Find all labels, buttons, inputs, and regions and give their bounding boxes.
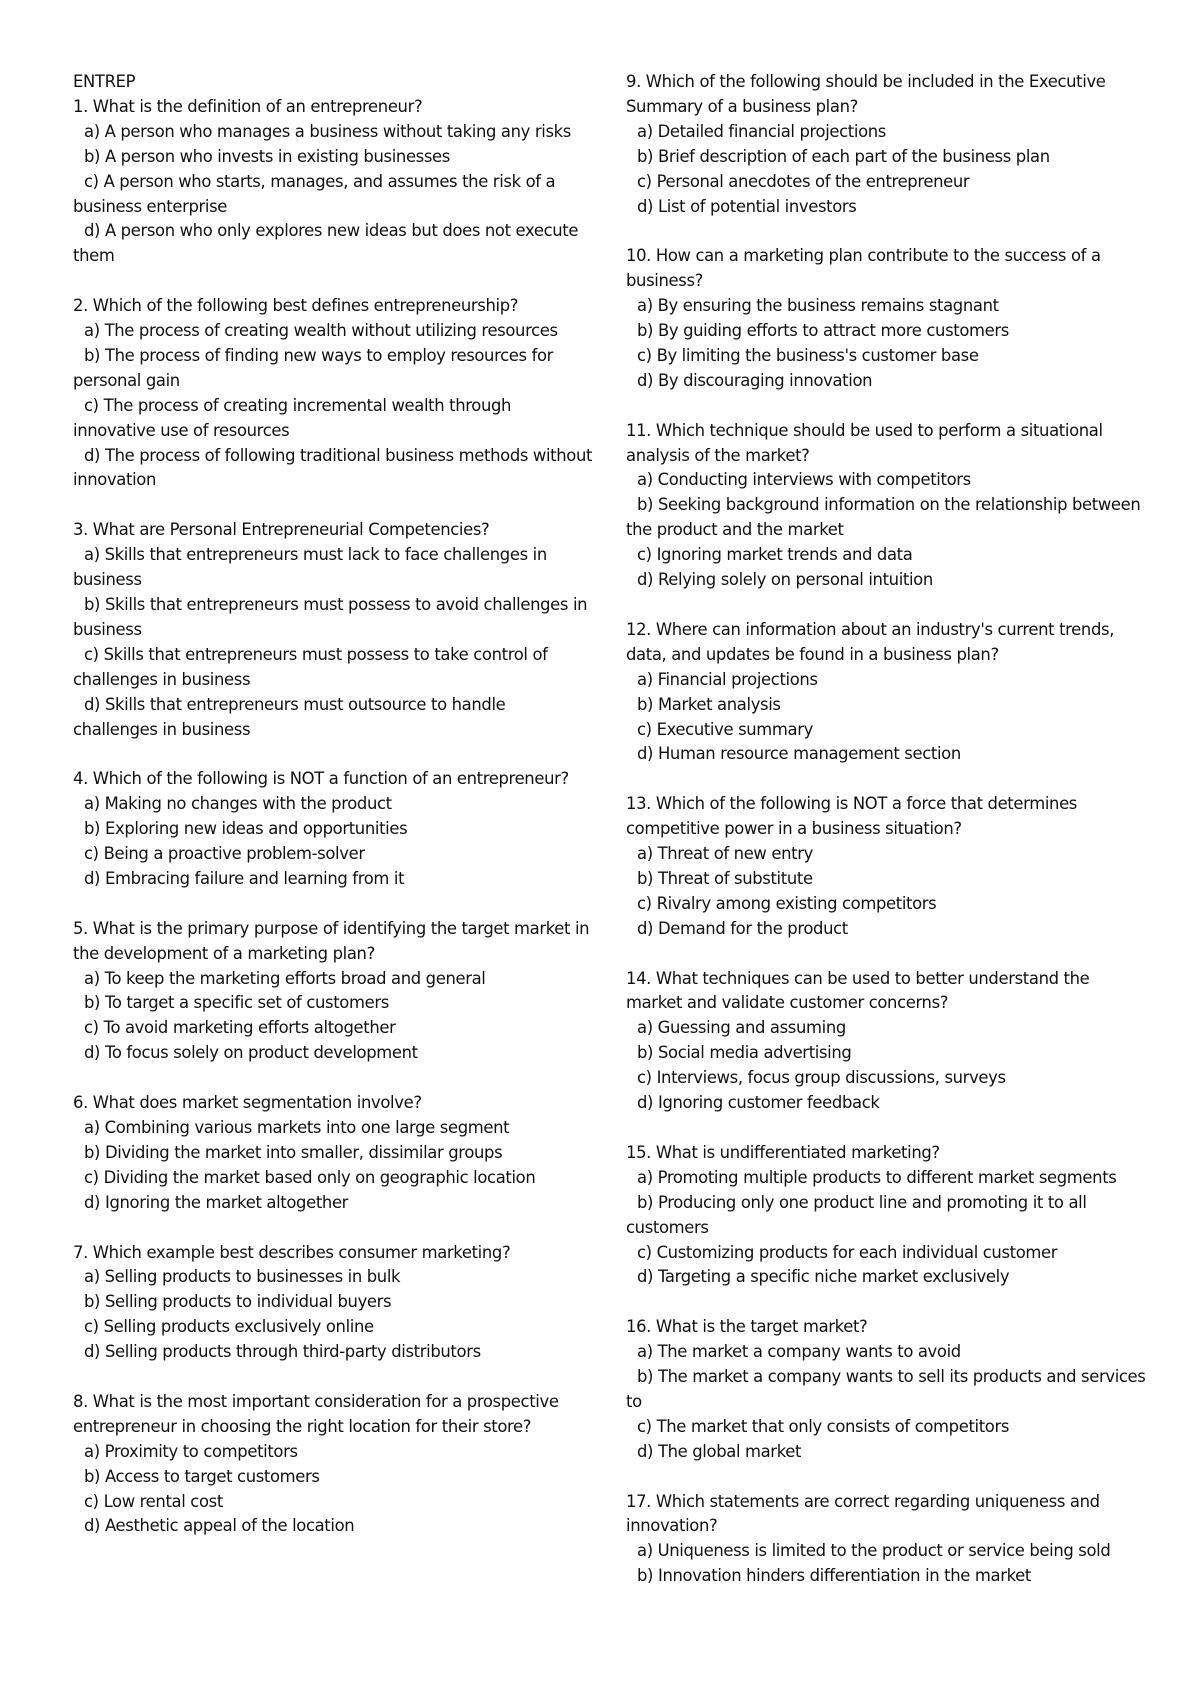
- right-question-list: [626, 70, 1146, 1589]
- answer-option: d) Skills that entrepreneurs must outsource to handle challenges in business: [73, 694, 506, 739]
- question-block: [73, 294, 593, 493]
- question-text: 16. What is the target market?: [626, 1317, 868, 1337]
- answer-option: a) Promoting multiple products to different market segments: [637, 1167, 1117, 1187]
- question-text: 7. Which example best describes consumer marketing?: [73, 1242, 511, 1262]
- answer-option: c) Low rental cost: [84, 1491, 223, 1511]
- answer-option: a) A person who manages a business without taking any risks: [84, 121, 571, 141]
- question-block: [73, 1091, 593, 1216]
- answer-option: b) Threat of substitute: [637, 868, 813, 888]
- question-text: 10. How can a marketing plan contribute to the success of a business?: [626, 246, 1101, 291]
- answer-option: a) Guessing and assuming: [637, 1018, 846, 1038]
- answer-option: d) Ignoring the market altogether: [84, 1192, 349, 1212]
- question-block: [626, 419, 1146, 593]
- question-block: [73, 917, 593, 1066]
- question-block: [73, 767, 593, 892]
- answer-option: d) Aesthetic appeal of the location: [84, 1516, 355, 1536]
- answer-option: c) Dividing the market based only on geographic location: [84, 1167, 536, 1187]
- question-text: 13. Which of the following is NOT a force that determines competitive power in a business situation?: [626, 794, 1078, 839]
- question-block: [626, 1315, 1146, 1464]
- answer-option: c) Skills that entrepreneurs must possess to take control of challenges in business: [73, 644, 548, 689]
- document-title: ENTREP: [73, 72, 136, 91]
- answer-option: b) The process of finding new ways to employ resources for personal gain: [73, 345, 554, 390]
- answer-option: b) Selling products to individual buyers: [84, 1292, 392, 1312]
- question-text: 15. What is undifferentiated marketing?: [626, 1142, 940, 1162]
- answer-option: a) Proximity to competitors: [84, 1441, 298, 1461]
- answer-option: b) Dividing the market into smaller, dissimilar groups: [84, 1142, 503, 1162]
- answer-option: a) Skills that entrepreneurs must lack to face challenges in business: [73, 545, 547, 590]
- answer-option: a) Financial projections: [637, 669, 818, 689]
- answer-option: c) Executive summary: [637, 719, 813, 739]
- answer-option: a) Detailed financial projections: [637, 121, 886, 141]
- answer-option: b) Producing only one product line and promoting it to all customers: [626, 1192, 1087, 1237]
- answer-option: d) List of potential investors: [637, 196, 857, 216]
- answer-option: c) By limiting the business's customer base: [637, 345, 979, 365]
- answer-option: c) The market that only consists of competitors: [637, 1416, 1010, 1436]
- answer-option: b) Market analysis: [637, 694, 781, 714]
- answer-option: c) Ignoring market trends and data: [637, 545, 913, 565]
- answer-option: c) Customizing products for each individual customer: [637, 1242, 1058, 1262]
- question-text: 8. What is the most important consideration for a prospective entrepreneur in choosing the right location for their store?: [73, 1391, 559, 1436]
- answer-option: d) Human resource management section: [637, 744, 961, 764]
- answer-option: c) The process of creating incremental wealth through innovative use of resources: [73, 395, 512, 440]
- question-text: 9. Which of the following should be included in the Executive Summary of a business plan?: [626, 72, 1106, 116]
- question-block: [73, 518, 593, 742]
- question-text: 14. What techniques can be used to better understand the market and validate customer concerns?: [626, 968, 1090, 1013]
- answer-option: c) Rivalry among existing competitors: [637, 893, 937, 913]
- answer-option: b) A person who invests in existing businesses: [84, 146, 450, 166]
- answer-option: c) Selling products exclusively online: [84, 1317, 374, 1337]
- question-text: 3. What are Personal Entrepreneurial Competencies?: [73, 520, 490, 540]
- answer-option: d) By discouraging innovation: [637, 370, 873, 390]
- answer-option: a) Uniqueness is limited to the product or service being sold: [637, 1541, 1111, 1561]
- answer-option: a) The market a company wants to avoid: [637, 1342, 961, 1362]
- left-column: [73, 70, 593, 1564]
- answer-option: b) The market a company wants to sell its products and services to: [626, 1367, 1146, 1411]
- answer-option: a) The process of creating wealth without utilizing resources: [84, 321, 558, 341]
- question-text: 2. Which of the following best defines entrepreneurship?: [73, 296, 519, 316]
- left-question-list: [73, 95, 593, 1539]
- answer-option: d) Embracing failure and learning from it: [84, 868, 405, 888]
- answer-option: a) Selling products to businesses in bulk: [84, 1267, 401, 1287]
- question-block: [626, 967, 1146, 1116]
- question-block: [626, 1141, 1146, 1290]
- answer-option: b) Seeking background information on the relationship between the product and the market: [626, 495, 1141, 540]
- answer-option: b) Brief description of each part of the business plan: [637, 146, 1050, 166]
- answer-option: c) A person who starts, manages, and assumes the risk of a business enterprise: [73, 171, 556, 216]
- answer-option: c) Interviews, focus group discussions, surveys: [637, 1068, 1006, 1088]
- answer-option: d) The global market: [637, 1441, 802, 1461]
- answer-option: b) By guiding efforts to attract more customers: [637, 321, 1009, 341]
- question-block: [626, 792, 1146, 941]
- answer-option: b) Innovation hinders differentiation in the market: [637, 1566, 1031, 1586]
- answer-option: d) Selling products through third-party distributors: [84, 1342, 481, 1362]
- answer-option: c) To avoid marketing efforts altogether: [84, 1018, 396, 1038]
- question-text: 1. What is the definition of an entrepreneur?: [73, 96, 423, 116]
- answer-option: b) Skills that entrepreneurs must possess to avoid challenges in business: [73, 595, 588, 639]
- question-text: 5. What is the primary purpose of identifying the target market in the development of a marketing plan?: [73, 918, 590, 963]
- question-text: 6. What does market segmentation involve?: [73, 1093, 422, 1113]
- answer-option: b) Exploring new ideas and opportunities: [84, 819, 408, 839]
- answer-option: b) Social media advertising: [637, 1043, 852, 1063]
- question-block: [626, 70, 1146, 219]
- right-column: [626, 70, 1146, 1614]
- answer-option: d) Ignoring customer feedback: [637, 1093, 880, 1113]
- answer-option: a) Making no changes with the product: [84, 794, 392, 814]
- answer-option: d) Targeting a specific niche market exclusively: [637, 1267, 1010, 1287]
- answer-option: b) Access to target customers: [84, 1466, 320, 1486]
- question-text: 4. Which of the following is NOT a function of an entrepreneur?: [73, 769, 569, 789]
- answer-option: a) Combining various markets into one large segment: [84, 1117, 510, 1137]
- answer-option: c) Being a proactive problem-solver: [84, 844, 365, 864]
- question-block: [73, 95, 593, 269]
- answer-option: a) Threat of new entry: [637, 844, 813, 864]
- answer-option: a) Conducting interviews with competitors: [637, 470, 971, 490]
- question-block: [73, 1241, 593, 1366]
- answer-option: d) A person who only explores new ideas but does not execute them: [73, 221, 579, 266]
- answer-option: b) To target a specific set of customers: [84, 993, 389, 1013]
- question-text: 12. Where can information about an industry's current trends, data, and updates be found in a business plan?: [626, 619, 1115, 664]
- question-block: [626, 1490, 1146, 1590]
- answer-option: d) The process of following traditional business methods without innovation: [73, 445, 593, 490]
- question-text: 17. Which statements are correct regarding uniqueness and innovation?: [626, 1491, 1100, 1536]
- answer-option: d) Relying solely on personal intuition: [637, 570, 933, 590]
- question-block: [626, 244, 1146, 393]
- answer-option: c) Personal anecdotes of the entrepreneur: [637, 171, 970, 191]
- answer-option: a) To keep the marketing efforts broad and general: [84, 968, 486, 988]
- question-block: [626, 618, 1146, 767]
- answer-option: a) By ensuring the business remains stagnant: [637, 296, 999, 316]
- answer-option: d) Demand for the product: [637, 918, 848, 938]
- question-text: 11. Which technique should be used to perform a situational analysis of the market?: [626, 420, 1103, 465]
- answer-option: d) To focus solely on product development: [84, 1043, 418, 1063]
- question-block: [73, 1390, 593, 1539]
